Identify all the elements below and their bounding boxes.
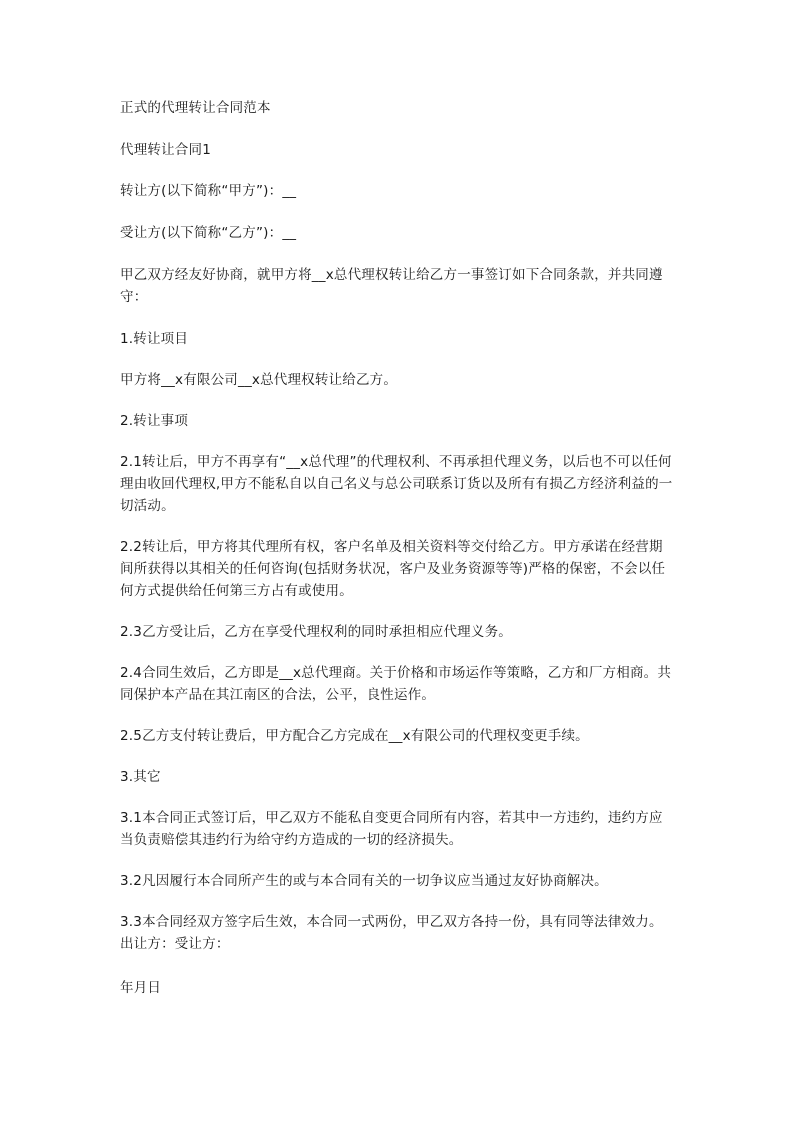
intro-paragraph: 甲乙双方经友好协商，就甲方将__x总代理权转让给乙方一事签订如下合同条款，并共同遵守： [120,267,663,305]
clause-2-1: 2.1转让后，甲方不再享有“__x总代理”的代理权利、不再承担代理义务，以后也不可以任何理由收回代理权,甲方不能私自以自己名义与总公司联系订货以及所有有损乙方经济利益的一切活动。 [120,454,673,514]
party-b-line: 受让方(以下简称“乙方”)：__ [120,225,297,241]
section-3-heading: 3.其它 [120,769,161,785]
document-title: 正式的代理转让合同范本 [120,100,271,116]
clause-2-3: 2.3乙方受让后，乙方在享受代理权利的同时承担相应代理义务。 [120,624,512,640]
clause-2-4: 2.4合同生效后，乙方即是__x总代理商。关于价格和市场运作等策略，乙方和厂方相商。共同保护本产品在其江南区的合法，公平，良性运作。 [120,665,672,703]
clause-3-2: 3.2凡因履行本合同所产生的或与本合同有关的一切争议应当通过友好协商解决。 [120,873,608,889]
clause-2-2: 2.2转让后，甲方将其代理所有权，客户名单及相关资料等交付给乙方。甲方承诺在经营期间所获得以其相关的任何咨询(包括财务状况，客户及业务资源等等)严格的保密，不会以任何方式提供给任何第三方占有或使用。 [120,539,666,599]
clause-3-3: 3.3本合同经双方签字后生效，本合同一式两份，甲乙双方各持一份，具有同等法律效力。 [120,914,663,930]
contract-subtitle: 代理转让合同1 [120,142,211,158]
clause-3-1: 3.1本合同正式签订后，甲乙双方不能私自变更合同所有内容，若其中一方违约，违约方应当负责赔偿其违约行为给守约方造成的一切的经济损失。 [120,810,663,848]
section-1-body: 甲方将__x有限公司__x总代理权转让给乙方。 [120,372,398,388]
document-page [120,97,676,999]
section-1-heading: 1.转让项目 [120,331,189,347]
party-a-line: 转让方(以下简称“甲方”)：__ [120,183,297,199]
signers-line: 出让方：受让方： [120,936,230,952]
date-line: 年月日 [120,980,162,996]
section-2-heading: 2.转让事项 [120,413,189,429]
clause-2-5: 2.5乙方支付转让费后，甲方配合乙方完成在__x有限公司的代理权变更手续。 [120,728,589,744]
